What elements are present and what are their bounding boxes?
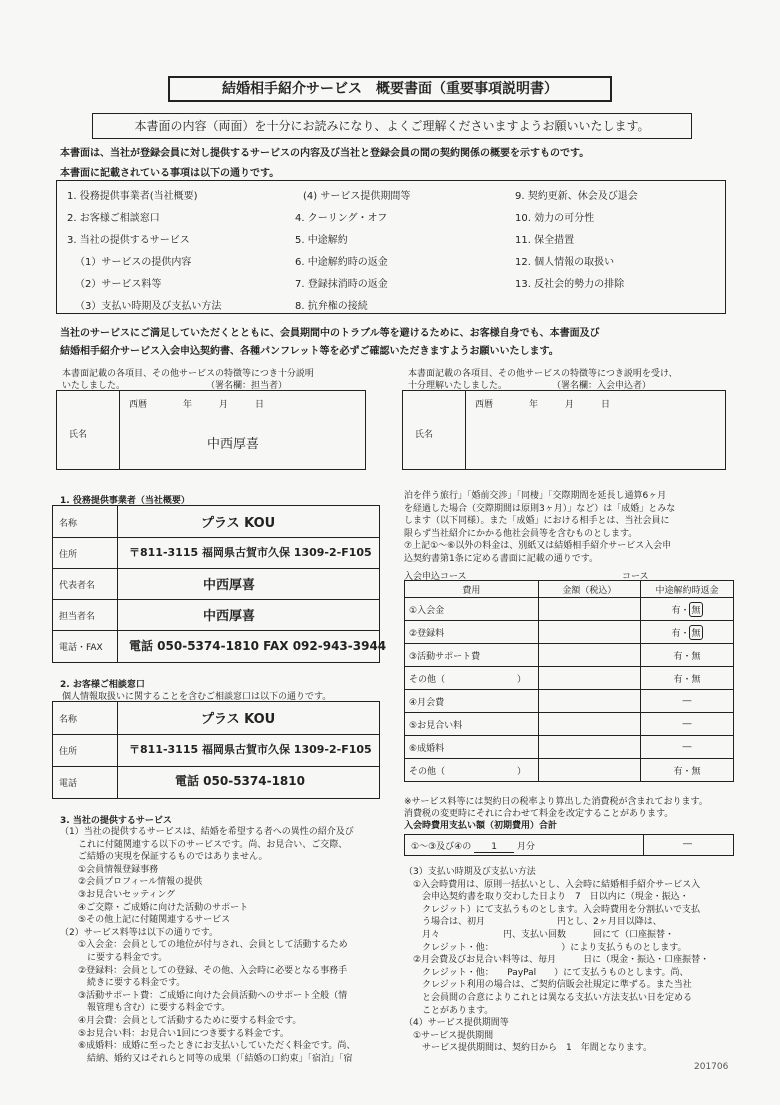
fee-note-2: 消費税の変更時にそれに合わせて料金を改定することがあります。 — [404, 809, 674, 819]
initial-fee-heading: 入会時費用支払い額（初期費用）合計 — [404, 821, 558, 831]
fee-refund-cell: 有・ 無 — [640, 598, 733, 621]
continued-line: ⑦上記①～⑥以外の料金は、別紙又は結婚相手紹介サービス入会申 — [404, 541, 672, 552]
services-line: （1）当社の提供するサービスは、結婚を希望する者への異性の紹介及び — [60, 827, 354, 837]
services-line: 続きに要する料金です。 — [60, 978, 186, 989]
services-line: ①入会金：会員としての地位が付与され、会員として活動するため — [60, 940, 348, 951]
toc-item: 9. 契約更新、休会及び退会 — [515, 191, 638, 202]
contact-name-label: 名称 — [59, 715, 78, 725]
toc-item: 7. 登録抹消時の返金 — [295, 279, 388, 290]
company-staff: 中西厚喜 — [203, 609, 256, 624]
payment-line: クレジット利用の場合は、ご契約信販会社規定に準ずる。また当社 — [404, 980, 692, 991]
fee-name: その他（ ） — [405, 667, 539, 690]
toc-item: 10. 効力の可分性 — [515, 213, 595, 224]
payment-line: クレジット）にて支払うものとします。入会時費用を分割払いで支払 — [404, 904, 701, 915]
services-line: ④月会費：会員として活動するために要する料金です。 — [60, 1015, 302, 1026]
toc-item: （3）支払い時期及び支払い方法 — [75, 301, 222, 312]
signature-box-staff — [56, 390, 366, 470]
continued-line: 泊を伴う旅行」「婚前交渉」「同棲」「交際期間を延長し通算6ヶ月 — [404, 491, 667, 501]
toc-item: 2. お客様ご相談窓口 — [67, 213, 160, 224]
payment-section — [404, 866, 709, 1055]
contact-name: プラス KOU — [201, 712, 276, 727]
services-line: ⑤お見合い料：お見合い1回につき要する料金です。 — [60, 1028, 289, 1039]
fee-header: 費用 — [405, 581, 539, 598]
fee-row — [405, 598, 734, 621]
initial-fee-prefix: ①～③及び④の — [411, 842, 472, 852]
contact-heading: 2. お客様ご相談窓口 — [60, 680, 145, 690]
services-line: これに付随関連する以下のサービスです。尚、お見合い、ご交際、 — [60, 839, 348, 850]
toc-item: 8. 抗弁権の接続 — [295, 301, 368, 312]
contact-address-label: 住所 — [59, 747, 78, 757]
services-continued — [404, 490, 675, 566]
payment-line: ②月会費及びお見合い料等は、毎月 日に（現金・振込・口座振替・ — [404, 955, 710, 966]
fee-name: ④月会費 — [405, 690, 539, 713]
services-line: ④ご交際・ご成婚に向けた活動のサポート — [60, 902, 249, 913]
fee-row — [405, 690, 734, 713]
toc-item: 13. 反社会的勢力の排除 — [515, 279, 625, 290]
fee-row — [405, 759, 734, 782]
contact-address: 〒811-3115 福岡県古賀市久保 1309-2-F105 — [129, 743, 372, 756]
sign-right-caption-1: 本書面記載の各項目、その他サービスの特徴等につき説明を受け、 — [408, 369, 678, 379]
toc-item: 12. 個人情報の取扱い — [515, 257, 615, 268]
fee-table — [404, 580, 734, 782]
company-info-table — [52, 505, 387, 663]
payment-line: クレジット・他： ）により支払うものとします。 — [404, 942, 687, 953]
document-title: 結婚相手紹介サービス 概要書面（重要事項説明書） — [168, 76, 612, 102]
payment-line: ①サービス提供期間 — [404, 1030, 494, 1041]
signature-box-applicant — [402, 390, 726, 470]
continued-line: 限らず当社紹介にかかる他社会員等を含むものとします。 — [404, 528, 638, 539]
intro-line-2: 本書面に記載されている事項は以下の通りです。 — [60, 168, 280, 179]
name-label: 氏名 — [69, 430, 88, 440]
fee-name: ③活動サポート費 — [405, 644, 539, 667]
payment-line: （4）サービス提供期間等 — [404, 1018, 509, 1029]
fee-row — [405, 713, 734, 736]
fee-note-1: ※サービス料等には契約日の税率より算出した消費税が含まれております。 — [404, 797, 708, 807]
initial-fee-box — [404, 834, 734, 856]
fee-row — [405, 736, 734, 759]
sign-right-caption-2: 十分理解いたしました。 （署名欄：入会申込者） — [408, 381, 652, 391]
toc-item: 1. 役務提供事業者(当社概要) — [67, 191, 198, 202]
fee-refund: ― — [640, 736, 733, 759]
company-staff-label: 担当者名 — [59, 612, 96, 622]
services-line: ②登録料：会員としての登録、その他、入会時に必要となる事務手 — [60, 965, 348, 976]
refund-circled-mark: 無 — [689, 625, 702, 640]
payment-line: サービス提供期間は、契約日から 1 年間となります。 — [404, 1043, 653, 1054]
staff-signature: 中西厚喜 — [207, 437, 260, 452]
name-label: 氏名 — [415, 430, 434, 440]
refund-circled-mark: 無 — [689, 602, 702, 617]
company-name: プラス KOU — [201, 516, 276, 531]
services-line: 結納、婚約又はそれらと同等の成果（「結婚の口約束」「宿泊」「宿 — [60, 1053, 353, 1064]
services-line: ②会員プロフィール情報の提供 — [60, 877, 203, 888]
company-tel-label: 電話・FAX — [59, 643, 103, 653]
services-line: （2）サービス料等は以下の通りです。 — [60, 927, 219, 938]
company-heading: 1. 役務提供事業者（当社概要） — [60, 496, 190, 506]
fee-name: ⑥成婚料 — [405, 736, 539, 759]
fee-amount-cell — [538, 759, 640, 782]
contact-tel: 電話 050-5374-1810 — [175, 774, 305, 788]
date-label: 西暦 年 月 日 — [129, 400, 265, 410]
initial-fee-value: ― — [683, 839, 692, 849]
toc-item: （2）サービス料等 — [75, 279, 162, 290]
fee-name: ⑤お見合い料 — [405, 713, 539, 736]
contact-subtext: 個人情報取扱いに関することを含むご相談窓口は以下の通りです。 — [62, 692, 332, 702]
toc-item: （1）サービスの提供内容 — [75, 257, 192, 268]
contact-info-table — [52, 701, 380, 799]
fee-amount-cell — [538, 598, 640, 621]
services-line: ③活動サポート費：ご成婚に向けた会員活動へのサポート全般（情 — [60, 990, 348, 1001]
services-line: ⑥成婚料：成婚に至ったときにお支払いしていただく料金です。尚、 — [60, 1041, 356, 1052]
payment-line: （3）支払い時期及び支払い方法 — [404, 867, 536, 877]
payment-line: と会員間の合意によりこれとは異なる支払い方法支払い日を定める — [404, 992, 693, 1003]
initial-fee-months: 1 — [474, 842, 514, 853]
services-body — [60, 826, 355, 1065]
sign-left-caption-1: 本書面記載の各項目、その他サービスの特徴等につき十分説明 — [62, 369, 314, 379]
toc-item: 4. クーリング・オフ — [295, 213, 388, 224]
fee-header: 金額（税込） — [538, 581, 640, 598]
continued-line: 込契約書第1条に定める書面に記載の通りです。 — [404, 553, 599, 564]
fee-amount-cell — [538, 667, 640, 690]
fee-amount-cell — [538, 690, 640, 713]
services-heading: 3. 当社の提供するサービス — [60, 816, 172, 826]
toc-item: 3. 当社の提供するサービス — [67, 235, 190, 246]
payment-line: クレジット・他： PayPal ）にて支払うものとします。尚、 — [404, 967, 689, 978]
company-address-label: 住所 — [59, 550, 78, 560]
course-label: 入会申込コース — [404, 572, 467, 582]
payment-line: 会申込契約書を取り交わした日より 7 日以内に（現金・振込・ — [404, 892, 689, 903]
services-line: ③お見合いセッティング — [60, 889, 176, 900]
reading-notice: 本書面の内容（両面）を十分にお読みになり、よくご理解くださいますようお願いいたします。 — [92, 113, 692, 139]
fee-refund: 有・無 — [640, 667, 733, 690]
fee-row — [405, 621, 734, 644]
toc-item: 11. 保全措置 — [515, 235, 575, 246]
initial-fee-label — [411, 839, 535, 853]
fee-refund: 有・無 — [640, 644, 733, 667]
services-line: 報管理も含む）に要する料金です。 — [60, 1003, 231, 1014]
fee-refund-cell: 有・ 無 — [640, 621, 733, 644]
fee-header: 中途解約時返金 — [640, 581, 733, 598]
document-code: 201706 — [694, 1062, 729, 1072]
continued-line: を経過した場合（交際期間は原則3ヶ月）」など）は「成婚」とみな — [404, 503, 676, 514]
intro-line-1: 本書面は、当社が登録会員に対し提供するサービスの内容及び当社と登録会員の間の契約関係の概要を示すものです。 — [60, 148, 590, 159]
course-suffix: コース — [622, 572, 649, 582]
toc-item: 6. 中途解約時の返金 — [295, 257, 388, 268]
toc-item: 5. 中途解約 — [295, 235, 348, 246]
guidance-line-1: 当社のサービスにご満足していただくとともに、会員期間中のトラブル等を避けるために、お客様自身でも、本書面及び — [60, 328, 600, 339]
sign-left-caption-2: いたしました。 （署名欄：担当者） — [62, 381, 288, 391]
company-tel: 電話 050-5374-1810 FAX 092-943-3944 — [129, 639, 387, 653]
fee-row — [405, 667, 734, 690]
services-line: ⑤その他上記に付随関連するサービス — [60, 915, 231, 926]
continued-line: します（以下同様）。また「成婚」における相手とは、当社会員に — [404, 516, 670, 527]
fee-name: その他（ ） — [405, 759, 539, 782]
fee-amount-cell — [538, 713, 640, 736]
initial-fee-unit: 月分 — [516, 842, 535, 852]
fee-name: ②登録料 — [405, 621, 539, 644]
payment-line: う場合は、初月 円とし、2ヶ月目以降は、 — [404, 917, 662, 928]
fee-refund: 有・無 — [640, 759, 733, 782]
company-representative: 中西厚喜 — [203, 578, 256, 593]
fee-row — [405, 644, 734, 667]
fee-amount-cell — [538, 736, 640, 759]
guidance-line-2: 結婚相手紹介サービス入会申込契約書、各種パンフレット等を必ずご確認いただきますようお願いいたします。 — [60, 346, 559, 357]
company-address: 〒811-3115 福岡県古賀市久保 1309-2-F105 — [129, 546, 372, 559]
date-label: 西暦 年 月 日 — [475, 400, 611, 410]
services-line: ①会員情報登録事務 — [60, 864, 159, 875]
fee-refund: ― — [640, 690, 733, 713]
services-line: ご結婚の実現を保証するものではありません。 — [60, 852, 268, 863]
payment-line: ①入会時費用は、原則一括払いとし、入会時に結婚相手紹介サービス入 — [404, 879, 701, 890]
fee-amount-cell — [538, 621, 640, 644]
contact-tel-label: 電話 — [59, 779, 78, 789]
fee-name: ①入会金 — [405, 598, 539, 621]
toc-item: (4) サービス提供期間等 — [303, 191, 411, 202]
services-line: に要する料金です。 — [60, 952, 168, 963]
fee-refund: ― — [640, 713, 733, 736]
fee-amount-cell — [538, 644, 640, 667]
payment-line: 月々 円、支払い回数 回にて（口座振替・ — [404, 929, 675, 940]
company-name-label: 名称 — [59, 519, 78, 529]
table-of-contents — [56, 180, 726, 314]
company-rep-label: 代表者名 — [59, 581, 96, 591]
payment-line: ことがあります。 — [404, 1005, 494, 1016]
